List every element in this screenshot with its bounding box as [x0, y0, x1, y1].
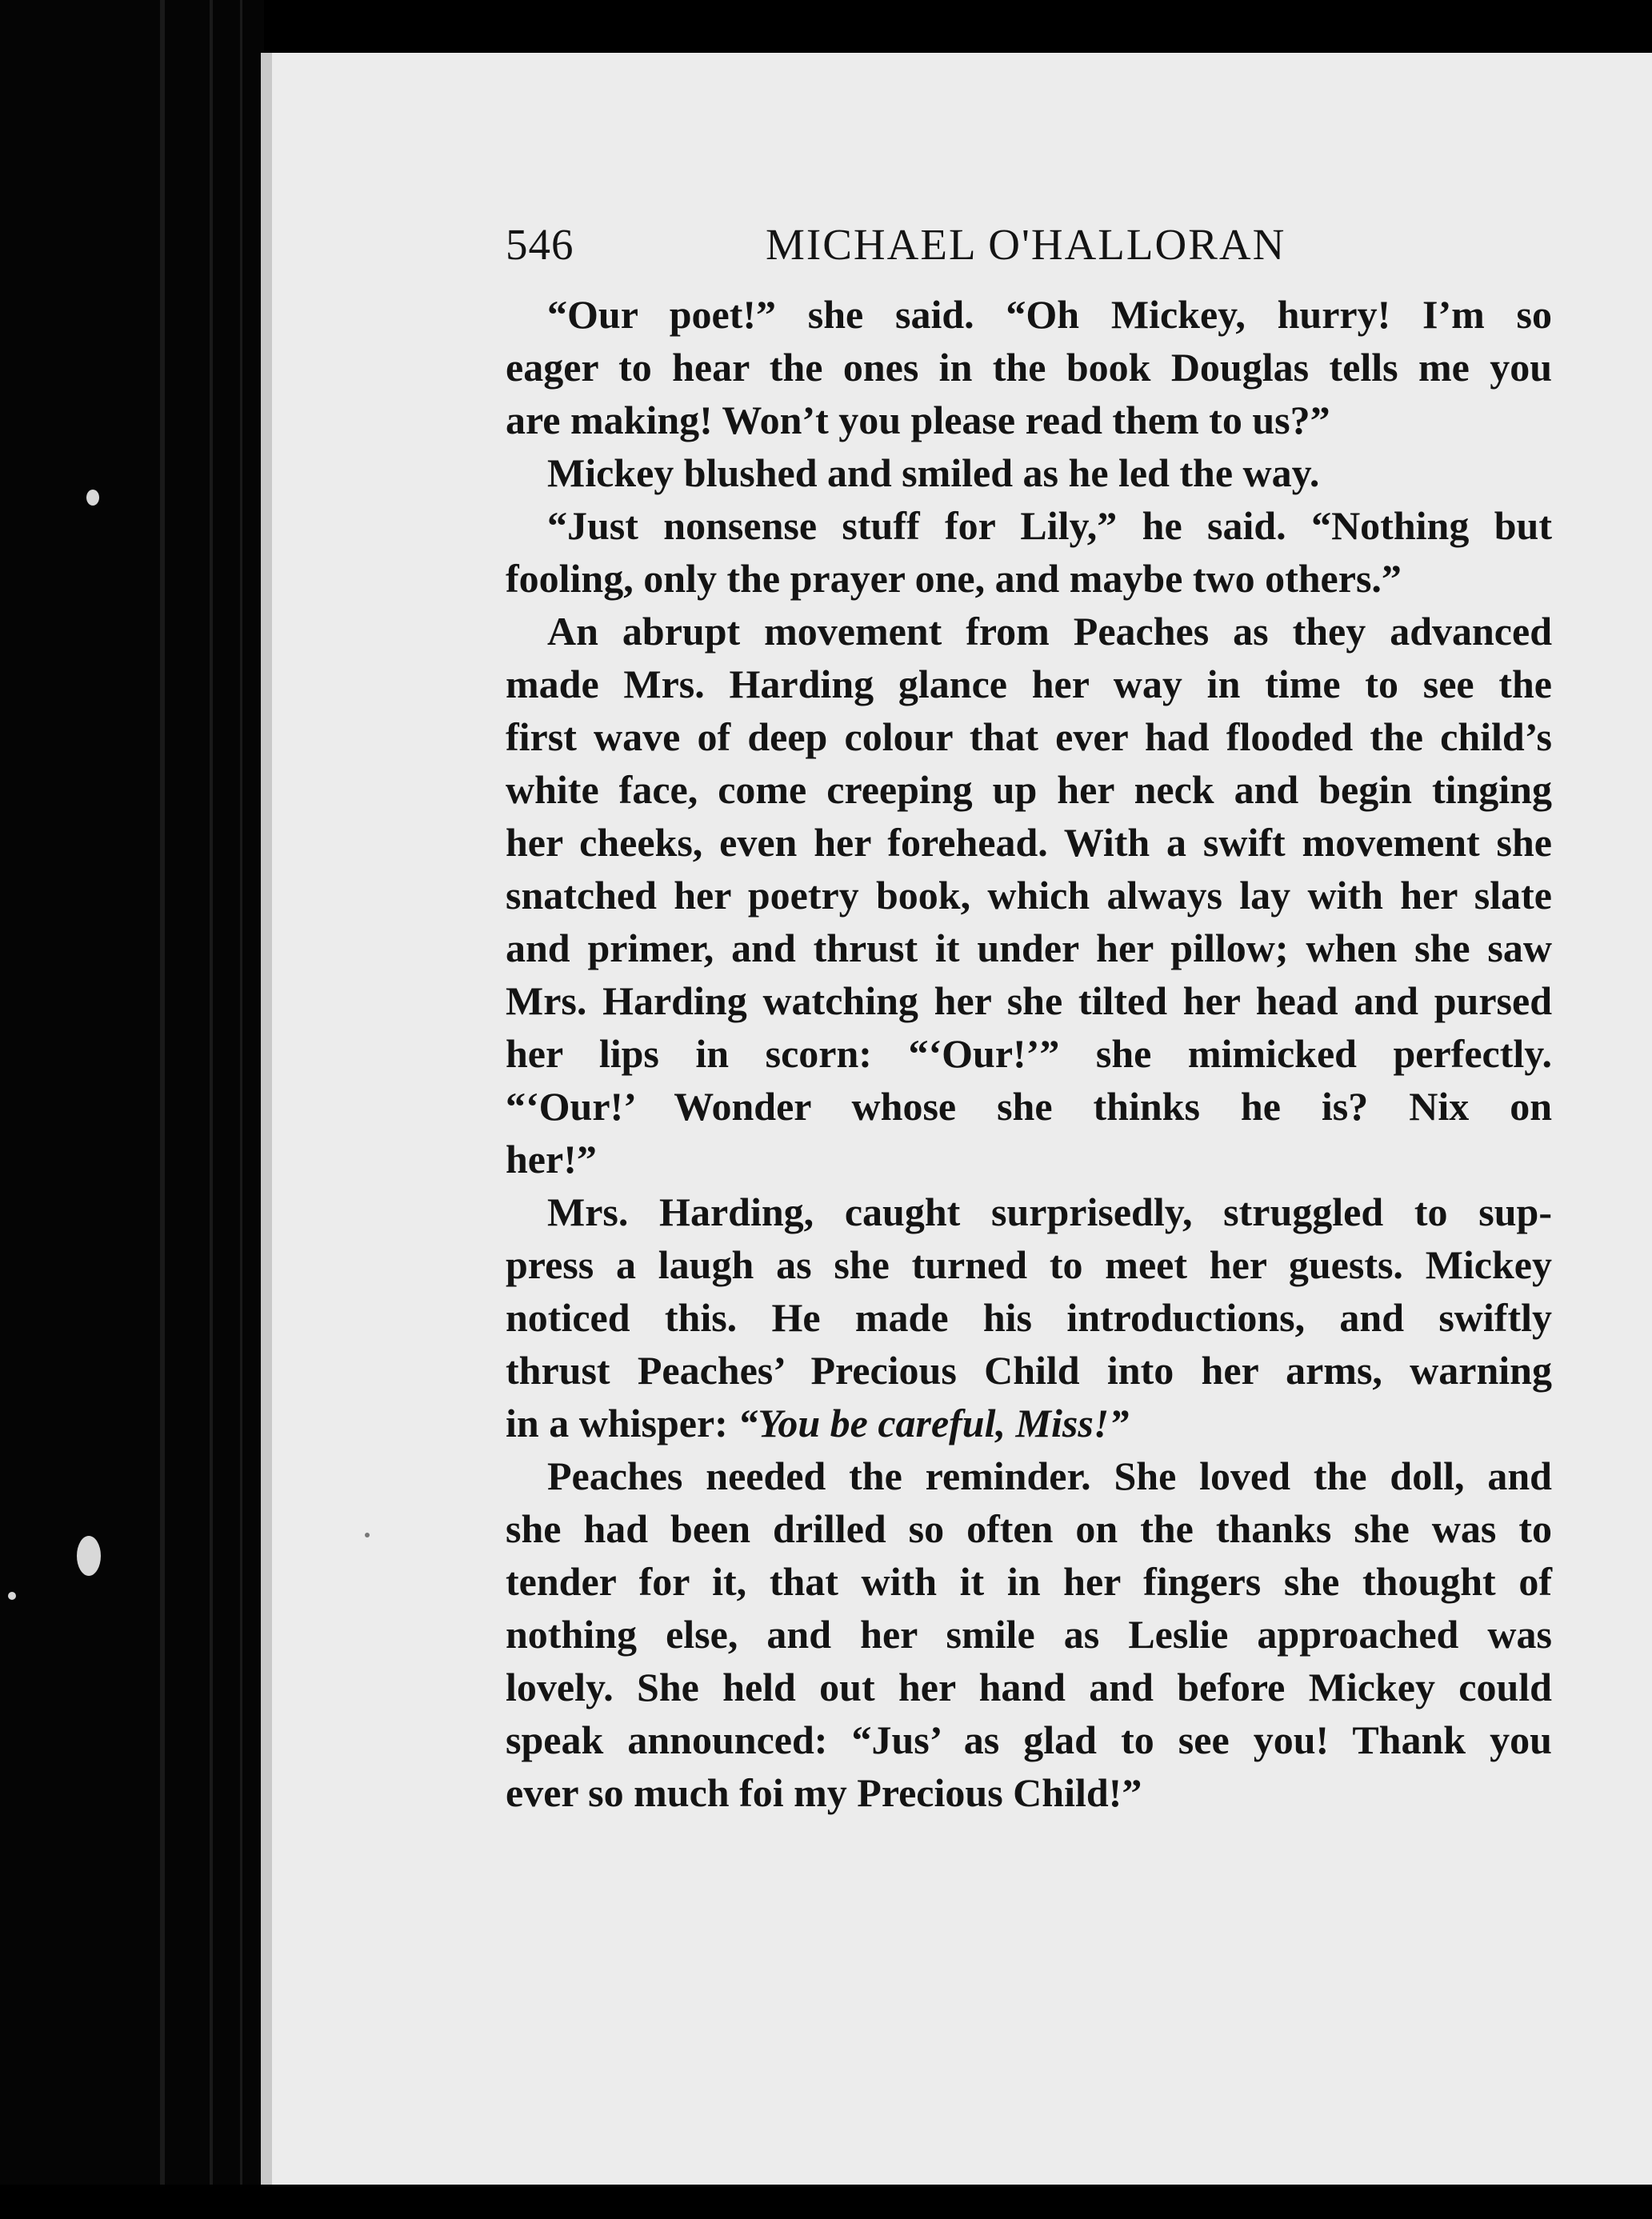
scan-dark-margin: [0, 0, 264, 2219]
text-line: [506, 1344, 1552, 1397]
text-line-content: white face, come creeping up her neck and begin tinging: [506, 767, 1552, 812]
text-line: [506, 552, 1552, 605]
scan-speck: [77, 1536, 101, 1576]
text-line-content: lovely. She held out her hand and before Mickey could: [506, 1665, 1552, 1709]
text-line-content: Peaches needed the reminder. She loved the doll, and: [547, 1453, 1552, 1498]
text-line: [506, 974, 1552, 1027]
text-line-content: noticed this. He made his introductions, and swiftly: [506, 1295, 1552, 1340]
text-line-content: “Just nonsense stuff for Lily,” he said. “Nothing but: [547, 503, 1552, 548]
scan-streak: [210, 0, 213, 2219]
text-line-content: snatched her poetry book, which always lay with her slate: [506, 873, 1552, 918]
text-line-content: and primer, and thrust it under her pillow; when she saw: [506, 926, 1552, 970]
text-line: [506, 1766, 1552, 1819]
text-line-content: fooling, only the prayer one, and maybe two others.”: [506, 556, 1402, 601]
text-line: [506, 288, 1552, 341]
text-line: [506, 1080, 1552, 1133]
text-line: [506, 1397, 1552, 1449]
text-line-content: “‘Our!’ Wonder whose she thinks he is? Nix on: [506, 1084, 1552, 1129]
text-line-content: made Mrs. Harding glance her way in time to see the: [506, 662, 1552, 706]
text-line: [506, 1133, 1552, 1185]
text-line: [506, 499, 1552, 552]
text-line-content: tender for it, that with it in her fingers she thought of: [506, 1559, 1552, 1604]
text-line-content: thrust Peaches’ Precious Child into her arms, warning: [506, 1348, 1552, 1393]
page-number: 546: [506, 220, 574, 269]
text-line-content: Mrs. Harding watching her she tilted her head and pursed: [506, 978, 1552, 1023]
text-line: [506, 1449, 1552, 1502]
text-line-content: eager to hear the ones in the book Douglas tells me you: [506, 345, 1552, 390]
text-line: [506, 922, 1552, 974]
text-line: [506, 816, 1552, 869]
text-line: [506, 1027, 1552, 1080]
text-line-content: “Our poet!” she said. “Oh Mickey, hurry! I’m so: [547, 292, 1552, 337]
text-line-content: An abrupt movement from Peaches as they advanced: [547, 609, 1552, 654]
scan-streak: [160, 0, 165, 2219]
text-line-content: first wave of deep colour that ever had flooded the child’s: [506, 714, 1552, 759]
text-line-content: she had been drilled so often on the thanks she was to: [506, 1506, 1552, 1551]
page-edge-shadow: [261, 53, 272, 2185]
text-line: [506, 1608, 1552, 1661]
text-line: [506, 605, 1552, 658]
scan-speck: [8, 1592, 16, 1600]
text-line-content: her lips in scorn: “‘Our!’” she mimicked perfectly.: [506, 1031, 1552, 1076]
scan-speck: [365, 1533, 370, 1537]
text-line-content: ever so much foi my Precious Child!”: [506, 1770, 1142, 1815]
text-line: [506, 341, 1552, 394]
text-line: [506, 658, 1552, 710]
text-line: [506, 1502, 1552, 1555]
text-line-content: nothing else, and her smile as Leslie approached was: [506, 1612, 1552, 1657]
text-line: [506, 1291, 1552, 1344]
text-line: [506, 1238, 1552, 1291]
italic-quote: “You be careful, Miss!”: [738, 1401, 1130, 1445]
text-line: [506, 1185, 1552, 1238]
text-line: [506, 1661, 1552, 1713]
text-line-content: in a whisper:: [506, 1401, 738, 1445]
text-line-content: her!”: [506, 1137, 597, 1181]
text-line-content: Mrs. Harding, caught surprisedly, struggled to sup-: [547, 1189, 1552, 1234]
text-line-content: press a laugh as she turned to meet her guests. Mickey: [506, 1242, 1552, 1287]
text-line: [506, 1713, 1552, 1766]
text-line: [506, 446, 1552, 499]
scan-speck: [86, 490, 99, 506]
text-line: [506, 1555, 1552, 1608]
scan-streak: [240, 0, 242, 2219]
text-line: [506, 763, 1552, 816]
text-line: [506, 869, 1552, 922]
text-line: [506, 710, 1552, 763]
text-line-content: her cheeks, even her forehead. With a swift movement she: [506, 820, 1552, 865]
body-text: [506, 288, 1552, 1819]
text-line: [506, 394, 1552, 446]
text-line-content: speak announced: “Jus’ as glad to see you! Thank you: [506, 1717, 1552, 1762]
text-line-content: Mickey blushed and smiled as he led the way.: [547, 450, 1320, 495]
text-line-content: are making! Won’t you please read them to us?”: [506, 398, 1330, 442]
scan-bottom-edge: [0, 2185, 1652, 2219]
running-title: MICHAEL O'HALLORAN: [766, 220, 1286, 269]
page-header: [506, 213, 1552, 277]
